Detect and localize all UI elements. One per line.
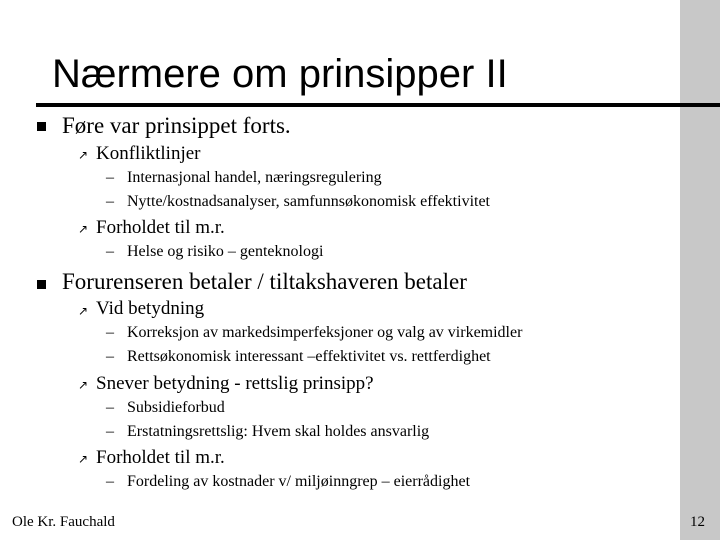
bullet-level3: Internasjonal handel, næringsregulering (127, 169, 382, 186)
page-number: 12 (690, 514, 705, 530)
square-bullet-icon (37, 280, 46, 289)
bullet-level3: Helse og risiko – genteknologi (127, 243, 324, 260)
dash-bullet-icon: – (106, 169, 114, 186)
dash-bullet-icon: – (106, 193, 114, 210)
side-band (680, 0, 720, 540)
bullet-level3: Fordeling av kostnader v/ miljøinngrep – eierrådighet (127, 473, 471, 490)
slide-title: Nærmere om prinsipper II (52, 52, 508, 96)
bullet-level2: Forholdet til m.r. (96, 447, 225, 468)
bullet-level2: Konfliktlinjer (96, 143, 201, 164)
arrow-bullet-icon: ↗ (78, 222, 89, 236)
arrow-bullet-icon: ↗ (78, 452, 89, 466)
bullet-level2: Forholdet til m.r. (96, 217, 225, 238)
title-underline (36, 103, 720, 107)
dash-bullet-icon: – (106, 473, 114, 490)
bullet-level1: Forurenseren betaler / tiltakshaveren betaler (62, 269, 467, 294)
bullet-level3: Korreksjon av markedsimperfeksjoner og valg av virkemidler (127, 324, 523, 341)
dash-bullet-icon: – (106, 348, 114, 365)
dash-bullet-icon: – (106, 243, 114, 260)
footer-author: Ole Kr. Fauchald (12, 514, 115, 530)
square-bullet-icon (37, 122, 46, 131)
bullet-level2: Vid betydning (96, 298, 205, 319)
arrow-bullet-icon: ↗ (78, 304, 89, 318)
bullet-level3: Erstatningsrettslig: Hvem skal holdes ansvarlig (127, 423, 430, 440)
bullet-level3: Rettsøkonomisk interessant –effektivitet vs. rettferdighet (127, 348, 491, 365)
arrow-bullet-icon: ↗ (78, 378, 89, 392)
arrow-bullet-icon: ↗ (78, 148, 89, 162)
bullet-level3: Subsidieforbud (127, 399, 225, 416)
dash-bullet-icon: – (106, 423, 114, 440)
bullet-level2: Snever betydning - rettslig prinsipp? (96, 373, 374, 394)
bullet-level3: Nytte/kostnadsanalyser, samfunnsøkonomisk effektivitet (127, 193, 490, 210)
dash-bullet-icon: – (106, 399, 114, 416)
bullet-level1: Føre var prinsippet forts. (62, 113, 291, 138)
dash-bullet-icon: – (106, 324, 114, 341)
